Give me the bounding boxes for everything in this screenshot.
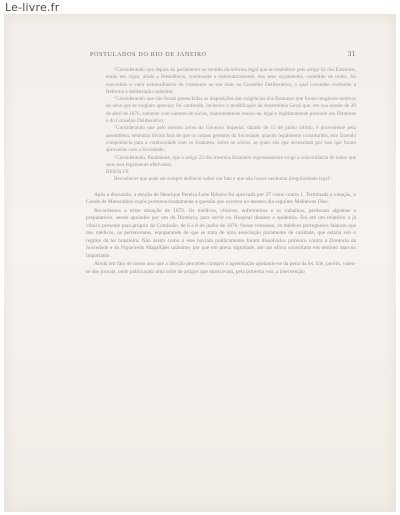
watermark: Le-livre.fr	[5, 1, 60, 14]
body-paragraph: Após a discussão, a moção de Henrique Pereira Leite Ribeiro foi aprovada por 37 votos contra 1. Terminada a votação, o Conde de Matosinhos expôs pormenorizadamente a questão que ocorreu no mesmo dia seguinte Malheiros Dias.	[86, 191, 356, 206]
quote-resolve-line: RESOLVE	[106, 169, 129, 176]
quoted-resolution	[106, 67, 356, 184]
quote-paragraph: Reconhecer que pode ser sempre deliberar sobre um fato e que não houve nenhuma irregularidade legal".	[114, 176, 333, 183]
body-paragraph: Recordemos a triste situação de 1876. Os médicos, clínicos, enfermeiros e os trabalhos, perderam algumas e preparatório, sendo apoiados por um da Diretoria, para servir no Hospital durante a epidemia. Foi em um relatório a já clínico presente para próprio da Comissão, de 6 e 8 de junho de 1876. Nesse consenso, os médicos portugueses falaram que dos médicos, os pertencentes, equiparando de que se trata de uma associação puramente de caridade, que estaria sob o regime da lei brasileira. Não assim como o eles haviam publicamente foram dissolvidos primeiro contra a Diretoria da Sociedade e do Figueiredo Magalhães unânime, por que em plena dignidade, até um ofício consultado em término marcou importante.	[86, 207, 356, 259]
page-text-area	[86, 50, 356, 510]
quote-paragraph: "Considerando que não foram preenchidas as disposições das exigências dos Estatutos que foram inegáveis motivos do seus que se exigiam apreciar, foi conferido, inclusive a modificação da Assembleia Geral que, em sua sessão de 20 de abril de 1876, somente com número de sócios, unanimemente reuniu-se, legal e legitimamente prestado aos Diretores e do Conselho Deliberativo;	[106, 96, 356, 125]
quote-paragraph: "Considerando, finalmente, que o artigo 23 dos mesmos Estatutos expressamente exige a concordância de todos que seus atos legalmente efetivados,	[106, 154, 356, 168]
quote-paragraph: "Considerando que depois do parlamento no sentido da reforma legal que se estabelece pelo artigo 62 dos Estatutos, então em vigor, ainda a Presidência, continuada e sistematicamente, dos seus orçamentos, cometido de todos, foi concedido o valor extraordinário do vitamento ao seu mais ao Conselho Deliberativo, o qual concedeu conforme a Reforma e deliberação unânime;	[106, 67, 356, 95]
body-paragraph: Ainda um fato de nosso ano que a direção percebeu cumprir a agremiação ajudando-se da pena da lei. Ele, porém, valeu-se dos jornais, onde publicaram uma série de artigos que mostravam, pela primeira vez, a intervenção	[86, 261, 356, 275]
body-text	[86, 192, 356, 277]
book-page	[4, 14, 396, 512]
page-header	[90, 50, 356, 59]
quote-paragraph: "Considerando que pelo mesmo aviso do Governo Imperial, datado de 15 de junho último, é proveniente pela assembleia, nenhuma dívida fora de que os corpos gerentes da Sociedade, quando legalmente constituídos, tem fazendo competência para a continuidade com os Estatutos, sobre os sócios, as quais são que necessitam por isso que foram aprovadas com a Sociedade;	[106, 125, 356, 154]
running-title: POSTULADOS DO RIO DE JANEIRO	[90, 51, 207, 58]
page-number: 31	[347, 50, 356, 58]
